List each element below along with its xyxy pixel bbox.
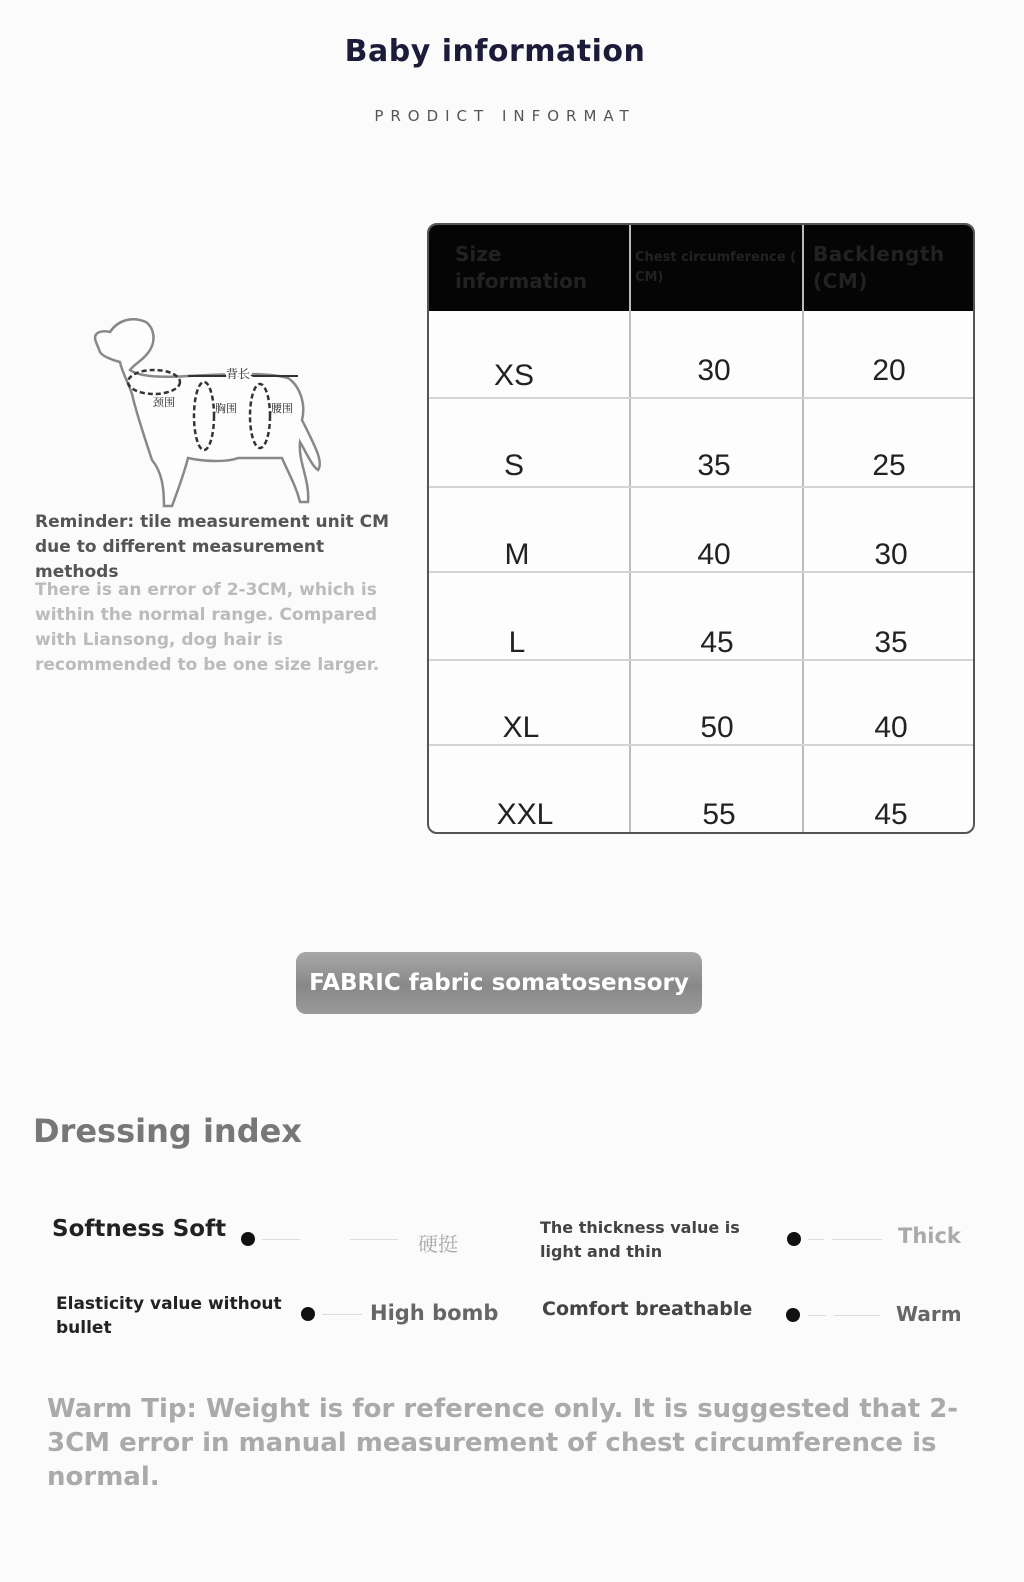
softness-indicator	[241, 1232, 255, 1246]
chest-label: 胸围	[215, 402, 237, 415]
cell-back: 35	[874, 626, 908, 659]
cell-chest: 35	[697, 449, 731, 482]
thickness-indicator	[787, 1232, 801, 1246]
elasticity-end-label: High bomb	[370, 1301, 499, 1325]
thickness-label: The thickness value is light and thin	[540, 1218, 740, 1261]
cell-size: XL	[502, 711, 540, 744]
cell-size: XS	[493, 359, 535, 392]
cell-chest: 30	[697, 354, 731, 387]
comfort-indicator	[786, 1308, 800, 1322]
cell-back: 30	[874, 538, 908, 571]
neck-label: 颈围	[153, 396, 175, 409]
warm-tip: Warm Tip: Weight is for reference only. It is suggested that 2-3CM error in manual measurement of chest circumference is normal.	[47, 1394, 959, 1492]
cell-size: L	[508, 626, 526, 659]
header-chest: Chest circumference ( CM)	[635, 250, 797, 285]
cell-back: 45	[874, 798, 908, 831]
waist-label: 腰围	[271, 402, 293, 415]
dog-measurement-diagram	[88, 312, 338, 522]
cell-back: 25	[872, 449, 906, 482]
softness-end-label: 硬挺	[418, 1232, 458, 1256]
cell-chest: 55	[702, 798, 736, 831]
cell-chest: 40	[697, 538, 731, 571]
header-back-length: Backlength (CM)	[813, 242, 945, 293]
comfort-label: Comfort breathable	[542, 1298, 753, 1320]
comfort-end-label: Warm	[896, 1302, 962, 1326]
cell-back: 40	[874, 711, 908, 744]
fabric-banner: FABRIC fabric somatosensory	[296, 952, 702, 1014]
elasticity-label: Elasticity value without bullet	[56, 1294, 282, 1338]
cell-chest: 45	[700, 626, 734, 659]
dressing-index-title: Dressing index	[33, 1112, 302, 1150]
page-title: Baby information	[344, 34, 646, 69]
cell-size: XXL	[496, 798, 554, 831]
cell-size: S	[503, 449, 524, 482]
dog-outline-icon	[88, 312, 338, 522]
cell-chest: 50	[700, 711, 734, 744]
header-size: Size information	[455, 242, 588, 293]
measurement-note: There is an error of 2-3CM, which is within the normal range. Compared with Liansong, dog hair is recommended to be one size larger.	[35, 580, 380, 675]
back-length-label: 背长	[225, 367, 251, 381]
softness-label: Softness Soft	[52, 1216, 227, 1242]
cell-back: 20	[872, 354, 906, 387]
page-subtitle: PRODICT INFORMAT	[374, 107, 636, 125]
elasticity-indicator	[301, 1307, 315, 1321]
cell-size: M	[504, 538, 530, 571]
measurement-reminder: Reminder: tile measurement unit CM due to different measurement methods	[35, 512, 390, 582]
thickness-end-label: Thick	[898, 1224, 961, 1248]
size-table	[427, 223, 975, 834]
